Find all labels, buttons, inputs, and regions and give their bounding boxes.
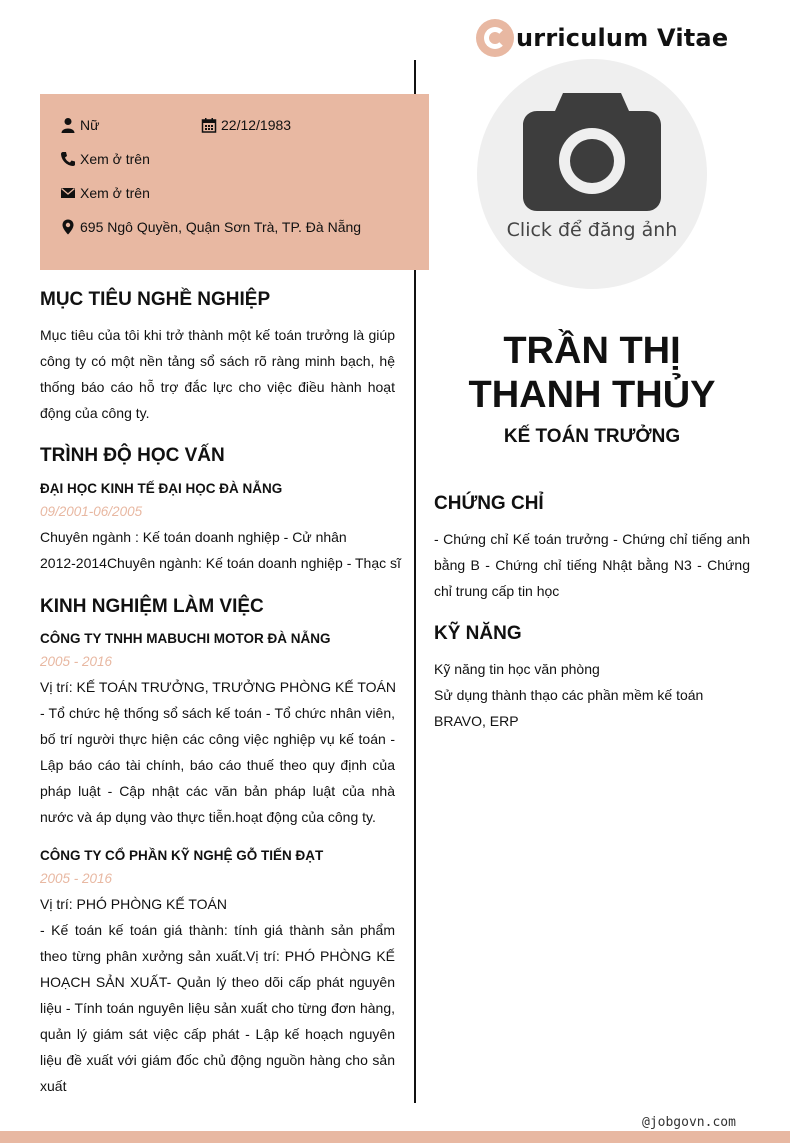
education-heading: TRÌNH ĐỘ HỌC VẤN [40, 445, 225, 466]
email-item [60, 185, 150, 201]
user-icon [60, 117, 76, 133]
job-2-company: CÔNG TY CỔ PHẦN KỸ NGHỆ GỖ TIẾN ĐẠT [40, 848, 324, 863]
photo-caption: Click để đăng ảnh [506, 219, 678, 241]
education-school: ĐẠI HỌC KINH TẾ ĐẠI HỌC ĐÀ NẴNG [40, 481, 283, 496]
job-1-description: - Tổ chức hệ thống sổ sách kế toán - Tổ chức nhân viên, bố trí người thực hiện các công việc nghiệp vụ kế toán - Lập báo cáo tài chính, báo cáo thuế theo quy định của pháp luật - Cập nhật các văn bản pháp luật của nhà nước và áp dụng vào thực tiễn.hoạt động của công ty. [40, 705, 395, 825]
photo-upload[interactable] [477, 59, 707, 289]
experience-heading: KINH NGHIỆM LÀM VIỆC [40, 596, 264, 617]
address-value: 695 Ngô Quyền, Quận Sơn Trà, TP. Đà Nẵng [80, 219, 362, 235]
skills-line-1: Kỹ năng tin học văn phòng [434, 661, 600, 677]
location-icon [60, 219, 76, 235]
name-line-2: THANH THỦY [468, 374, 716, 416]
footer-credit: @jobgovn.com [642, 1115, 736, 1130]
objective-text: Mục tiêu của tôi khi trở thành một kế toán trưởng là giúp công ty có một nền tảng sổ sách rõ ràng minh bạch, hệ thống báo cáo hỗ trợ đắc lực cho việc điều hành hoạt động của công ty. [40, 327, 395, 421]
education-period: 09/2001-06/2005 [40, 504, 143, 519]
gender-item [60, 117, 99, 133]
objective-heading: MỤC TIÊU NGHỀ NGHIỆP [40, 289, 271, 310]
education-line-1: Chuyên ngành : Kế toán doanh nghiệp - Cử nhân [40, 529, 347, 545]
phone-item [60, 151, 150, 167]
skills-line-3: BRAVO, ERP [434, 713, 519, 729]
job-title: KẾ TOÁN TRƯỞNG [503, 426, 681, 447]
phone-icon [60, 151, 76, 167]
birthday-item [201, 117, 291, 133]
email-value: Xem ở trên [80, 185, 150, 201]
certificates-text: - Chứng chỉ Kế toán trưởng - Chứng chỉ tiếng anh bằng B - Chứng chỉ tiếng Nhật bằng N3 - Chứng chỉ trung cấp tin học [434, 531, 750, 599]
job-2-description: - Kế toán kế toán giá thành: tính giá thành sản phẩm theo từng phân xưởng sản xuất.Vị trí: PHÓ PHÒNG KẾ HOẠCH SẢN XUẤT- Quản lý theo dõi cấp phát nguyên liệu - Tính toán nguyên liệu sản xuất cho từng đơn hàng, quản lý giám sát việc cấp phát - Lập kế hoạch nguyên liệu đề xuất với giám đốc chủ động nguồn hàng cho sản xuất [40, 922, 395, 1094]
name-line-1: TRẦN THỊ [503, 330, 681, 372]
logo-c-circle [476, 19, 514, 57]
mail-icon [60, 185, 76, 201]
job-1-position: Vị trí: KẾ TOÁN TRƯỞNG, TRƯỞNG PHÒNG KẾ TOÁN [40, 679, 396, 695]
skills-heading: KỸ NĂNG [434, 623, 522, 644]
logo-text: urriculum Vitae [516, 24, 729, 52]
cv-logo [476, 18, 728, 58]
job-1-company: CÔNG TY TNHH MABUCHI MOTOR ĐÀ NẴNG [40, 631, 331, 646]
job-2-period: 2005 - 2016 [40, 871, 113, 886]
address-item [60, 219, 361, 235]
job-2-position: Vị trí: PHÓ PHÒNG KẾ TOÁN [40, 896, 227, 912]
certificates-heading: CHỨNG CHỈ [434, 493, 544, 514]
skills-line-2: Sử dụng thành thạo các phần mềm kế toán [434, 687, 704, 703]
contact-box [40, 94, 429, 270]
calendar-icon [201, 117, 217, 133]
bottom-bar [0, 1131, 790, 1143]
phone-value: Xem ở trên [80, 151, 150, 167]
birthday-value: 22/12/1983 [221, 117, 292, 133]
gender-value: Nữ [80, 117, 100, 133]
education-line-2: 2012-2014Chuyên ngành: Kế toán doanh nghiệp - Thạc sĩ [40, 555, 401, 571]
camera-icon [523, 93, 661, 211]
job-1-period: 2005 - 2016 [40, 654, 113, 669]
full-name [430, 329, 754, 417]
